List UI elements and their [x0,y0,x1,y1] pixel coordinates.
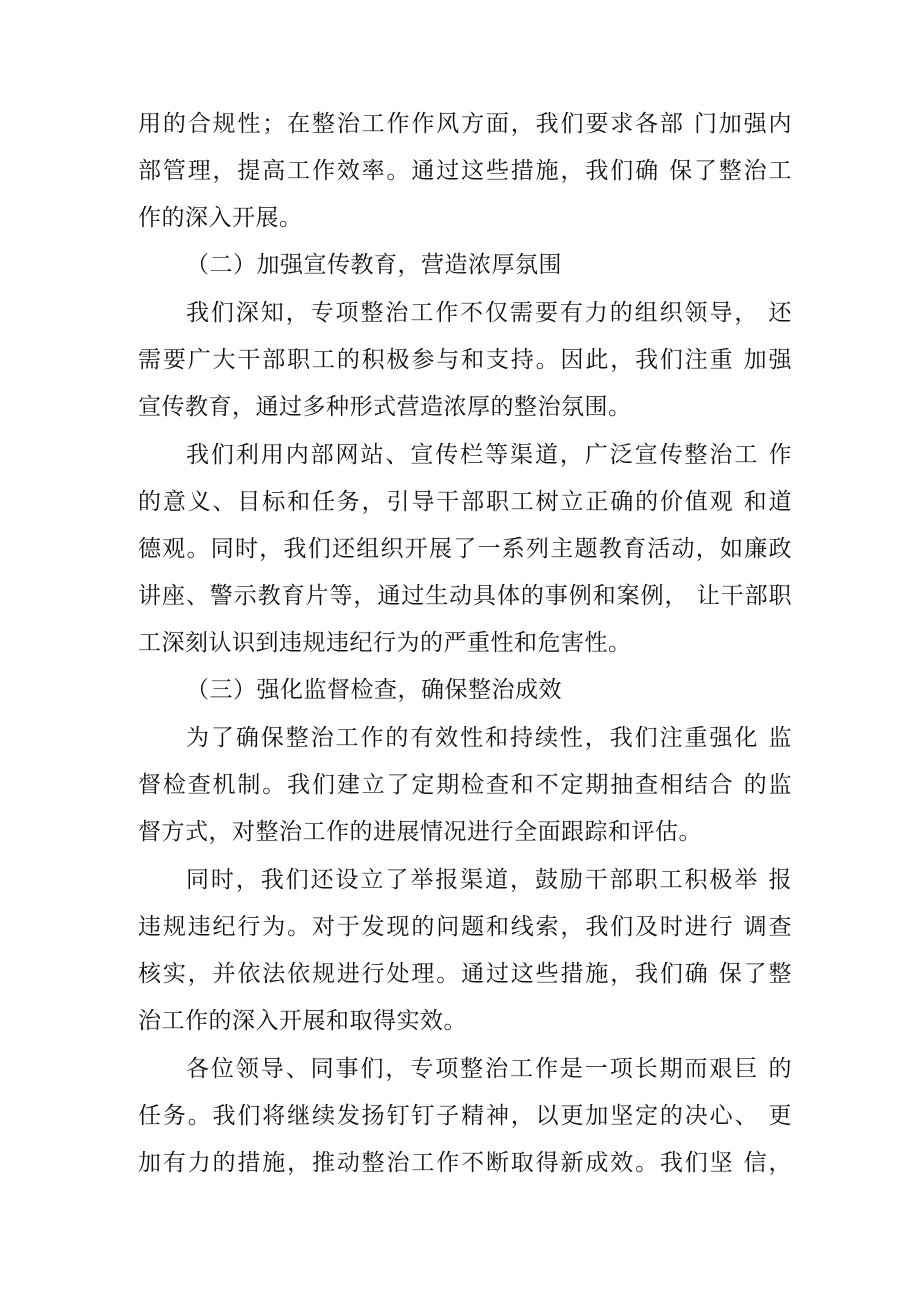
paragraph-line: 工深刻认识到违规违纪行为的严重性和危害性。 [138,630,632,656]
paragraph-line: 德观。同时，我们还组织开展了一系列主题教育活动，如廉政 [138,536,792,562]
paragraph-line: 督检查机制。我们建立了定期检查和不定期抽查相结合 的监 [138,772,792,798]
paragraph-line: 违规违纪行为。对于发现的问题和线索，我们及时进行 调查 [138,914,792,940]
paragraph-line: 各位领导、同事们，专项整治工作是一项长期而艰巨 的 [186,1056,792,1082]
paragraph-line: 核实，并依法依规进行处理。通过这些措施，我们确 保了整 [138,961,792,987]
paragraph-line: 治工作的深入开展和取得实效。 [138,1008,467,1034]
paragraph-line: 需要广大干部职工的积极参与和支持。因此，我们注重 加强 [138,347,792,373]
paragraph-line: 部管理，提高工作效率。通过这些措施，我们确 保了整治工 [138,158,792,184]
section-heading-3: （三）强化监督检查，确保整治成效 [186,677,562,703]
paragraph-line: 作的深入开展。 [138,205,303,231]
paragraph-line: 加有力的措施，推动整治工作不断取得新成效。我们坚 信， [138,1150,792,1176]
paragraph-line: 督方式，对整治工作的进展情况进行全面跟踪和评估。 [138,819,702,845]
paragraph-line: 任务。我们将继续发扬钉钉子精神，以更加坚定的决心、 更 [138,1103,792,1129]
paragraph-line: 同时，我们还设立了举报渠道，鼓励干部职工积极举 报 [186,867,792,893]
paragraph-line: 为了确保整治工作的有效性和持续性，我们注重强化 监 [186,725,792,751]
paragraph-line: 用的合规性；在整治工作作风方面，我们要求各部 门加强内 [138,111,792,137]
paragraph-line: 讲座、警示教育片等，通过生动具体的事例和案例， 让干部职 [138,583,792,609]
paragraph-line: 的意义、目标和任务，引导干部职工树立正确的价值观 和道 [138,489,792,515]
paragraph-line: 宣传教育，通过多种形式营造浓厚的整治氛围。 [138,394,632,420]
section-heading-2: （二）加强宣传教育，营造浓厚氛围 [186,252,562,278]
paragraph-line: 我们利用内部网站、宣传栏等渠道，广泛宣传整治工 作 [186,442,792,468]
paragraph-line: 我们深知，专项整治工作不仅需要有力的组织领导， 还 [186,300,792,326]
